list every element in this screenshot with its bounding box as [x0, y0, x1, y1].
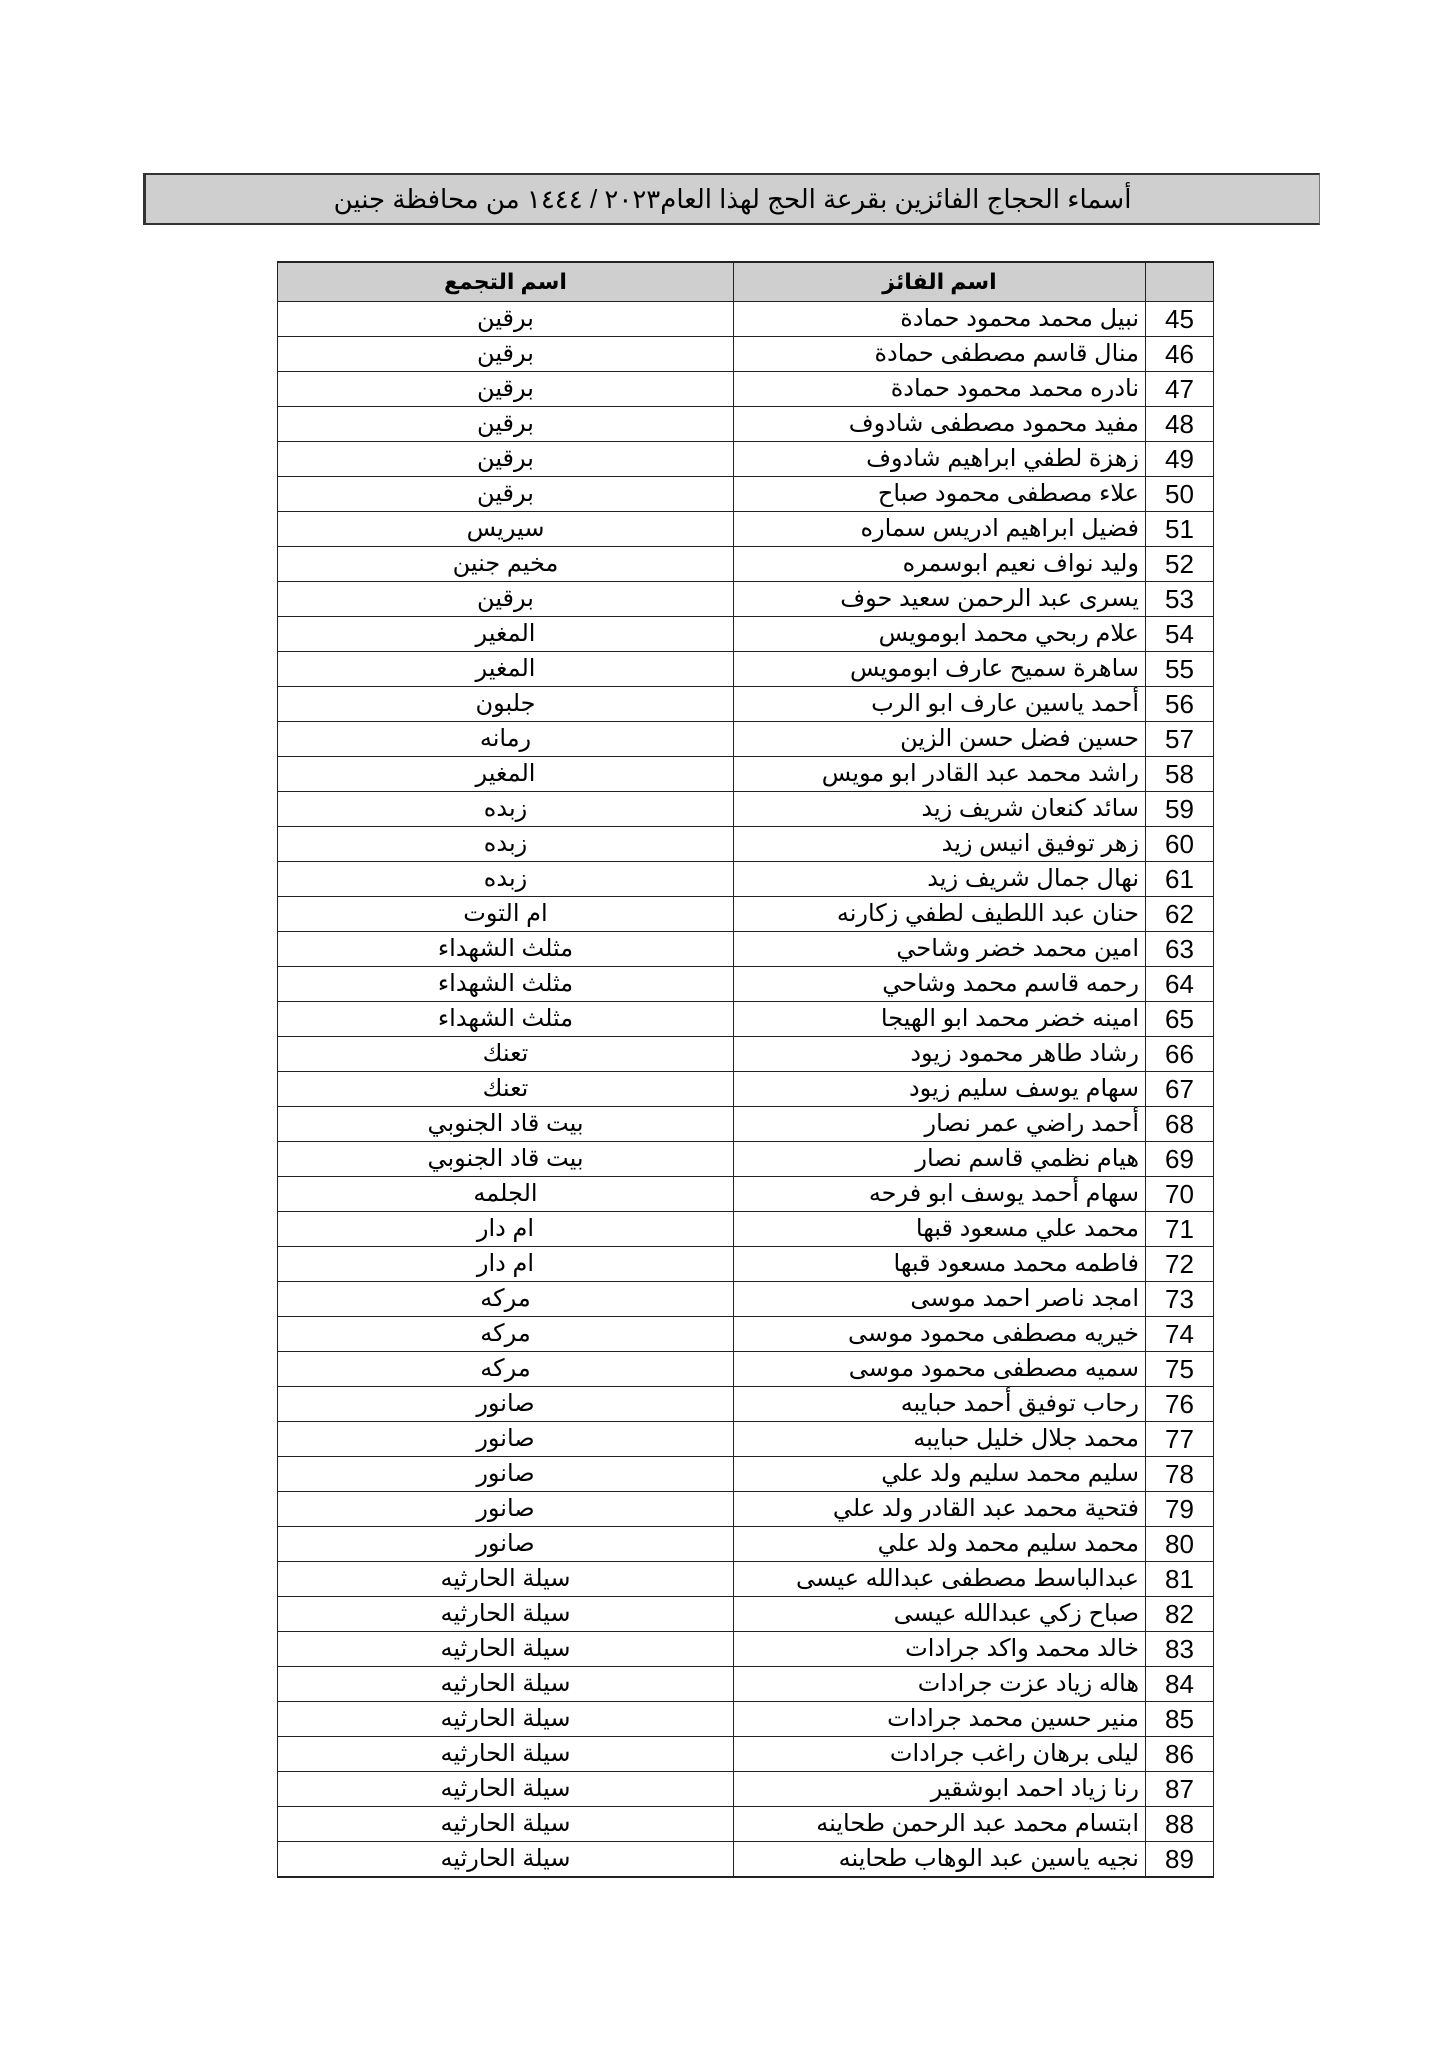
- group-name: برقين: [278, 582, 734, 617]
- table-row: [278, 1317, 1214, 1352]
- winner-name: رحاب توفيق أحمد حبايبه: [734, 1387, 1146, 1422]
- winner-name: ابتسام محمد عبد الرحمن طحاينه: [734, 1807, 1146, 1842]
- table-row: [278, 897, 1214, 932]
- row-number: 67: [1146, 1072, 1214, 1107]
- row-number: 77: [1146, 1422, 1214, 1457]
- row-number: 58: [1146, 757, 1214, 792]
- winner-name: خالد محمد واكد جرادات: [734, 1632, 1146, 1667]
- table-row: [278, 1352, 1214, 1387]
- row-number: 71: [1146, 1212, 1214, 1247]
- winner-name: رشاد طاهر محمود زيود: [734, 1037, 1146, 1072]
- table-row: [278, 582, 1214, 617]
- row-number: 62: [1146, 897, 1214, 932]
- winner-name: نبيل محمد محمود حمادة: [734, 302, 1146, 337]
- winner-name: سهام يوسف سليم زيود: [734, 1072, 1146, 1107]
- row-number: 87: [1146, 1772, 1214, 1807]
- row-number: 88: [1146, 1807, 1214, 1842]
- table-row: [278, 1142, 1214, 1177]
- table-row: [278, 1037, 1214, 1072]
- winner-name: محمد علي مسعود قبها: [734, 1212, 1146, 1247]
- table-row: [278, 1632, 1214, 1667]
- group-name: برقين: [278, 477, 734, 512]
- group-name: مثلث الشهداء: [278, 1002, 734, 1037]
- table-row: [278, 477, 1214, 512]
- row-number: 63: [1146, 932, 1214, 967]
- table-row: [278, 932, 1214, 967]
- winner-name: امين محمد خضر وشاحي: [734, 932, 1146, 967]
- row-number: 89: [1146, 1842, 1214, 1878]
- group-name: برقين: [278, 337, 734, 372]
- group-name: برقين: [278, 302, 734, 337]
- winner-name: علام ربحي محمد ابومويس: [734, 617, 1146, 652]
- group-name: مركه: [278, 1317, 734, 1352]
- group-name: ام التوت: [278, 897, 734, 932]
- row-number: 66: [1146, 1037, 1214, 1072]
- table-row: [278, 1002, 1214, 1037]
- table-row: [278, 862, 1214, 897]
- row-number: 48: [1146, 407, 1214, 442]
- group-name: جلبون: [278, 687, 734, 722]
- table-row: [278, 407, 1214, 442]
- row-number: 70: [1146, 1177, 1214, 1212]
- group-name: رمانه: [278, 722, 734, 757]
- group-name: زبده: [278, 862, 734, 897]
- group-name: زبده: [278, 827, 734, 862]
- winner-name: امجد ناصر احمد موسى: [734, 1282, 1146, 1317]
- table-header-row: [278, 262, 1214, 302]
- table-row: [278, 442, 1214, 477]
- row-number: 47: [1146, 372, 1214, 407]
- table-row: [278, 1177, 1214, 1212]
- group-name: صانور: [278, 1387, 734, 1422]
- group-name: سيلة الحارثيه: [278, 1632, 734, 1667]
- group-name: تعنك: [278, 1072, 734, 1107]
- table-row: [278, 1107, 1214, 1142]
- group-name: مركه: [278, 1352, 734, 1387]
- row-number: 76: [1146, 1387, 1214, 1422]
- group-name: مثلث الشهداء: [278, 967, 734, 1002]
- group-name: بيت قاد الجنوبي: [278, 1107, 734, 1142]
- group-name: ام دار: [278, 1247, 734, 1282]
- table-row: [278, 302, 1214, 337]
- row-number: 74: [1146, 1317, 1214, 1352]
- winner-name: أحمد ياسين عارف ابو الرب: [734, 687, 1146, 722]
- table-row: [278, 1457, 1214, 1492]
- row-number: 52: [1146, 547, 1214, 582]
- winner-name: نجيه ياسين عبد الوهاب طحاينه: [734, 1842, 1146, 1878]
- table-row: [278, 1387, 1214, 1422]
- row-number: 50: [1146, 477, 1214, 512]
- winner-name: نادره محمد محمود حمادة: [734, 372, 1146, 407]
- winner-name: ليلى برهان راغب جرادات: [734, 1737, 1146, 1772]
- row-number: 84: [1146, 1667, 1214, 1702]
- table-row: [278, 687, 1214, 722]
- row-number: 81: [1146, 1562, 1214, 1597]
- row-number: 46: [1146, 337, 1214, 372]
- header-winner-name: اسم الفائز: [734, 262, 1146, 302]
- row-number: 60: [1146, 827, 1214, 862]
- row-number: 83: [1146, 1632, 1214, 1667]
- group-name: برقين: [278, 407, 734, 442]
- winner-name: راشد محمد عبد القادر ابو مويس: [734, 757, 1146, 792]
- row-number: 64: [1146, 967, 1214, 1002]
- winner-name: هيام نظمي قاسم نصار: [734, 1142, 1146, 1177]
- winner-name: علاء مصطفى محمود صباح: [734, 477, 1146, 512]
- table-row: [278, 1562, 1214, 1597]
- winner-name: محمد جلال خليل حبايبه: [734, 1422, 1146, 1457]
- group-name: المغير: [278, 652, 734, 687]
- winner-name: محمد سليم محمد ولد علي: [734, 1527, 1146, 1562]
- winner-name: نهال جمال شريف زيد: [734, 862, 1146, 897]
- winner-name: منال قاسم مصطفى حمادة: [734, 337, 1146, 372]
- group-name: سيلة الحارثيه: [278, 1702, 734, 1737]
- table-row: [278, 1247, 1214, 1282]
- winner-name: فتحية محمد عبد القادر ولد علي: [734, 1492, 1146, 1527]
- table-row: [278, 1667, 1214, 1702]
- group-name: سيلة الحارثيه: [278, 1562, 734, 1597]
- winner-name: مفيد محمود مصطفى شادوف: [734, 407, 1146, 442]
- winner-name: رحمه قاسم محمد وشاحي: [734, 967, 1146, 1002]
- table-row: [278, 1527, 1214, 1562]
- group-name: المغير: [278, 757, 734, 792]
- group-name: سيلة الحارثيه: [278, 1842, 734, 1878]
- row-number: 54: [1146, 617, 1214, 652]
- row-number: 78: [1146, 1457, 1214, 1492]
- winner-name: أحمد راضي عمر نصار: [734, 1107, 1146, 1142]
- winner-name: زهر توفيق انيس زيد: [734, 827, 1146, 862]
- row-number: 79: [1146, 1492, 1214, 1527]
- row-number: 49: [1146, 442, 1214, 477]
- table-row: [278, 1772, 1214, 1807]
- table-row: [278, 1422, 1214, 1457]
- row-number: 59: [1146, 792, 1214, 827]
- group-name: سيلة الحارثيه: [278, 1667, 734, 1702]
- winner-name: ساهرة سميح عارف ابومويس: [734, 652, 1146, 687]
- winner-name: امينه خضر محمد ابو الهيجا: [734, 1002, 1146, 1037]
- winner-name: فاطمه محمد مسعود قبها: [734, 1247, 1146, 1282]
- row-number: 72: [1146, 1247, 1214, 1282]
- row-number: 86: [1146, 1737, 1214, 1772]
- row-number: 45: [1146, 302, 1214, 337]
- row-number: 53: [1146, 582, 1214, 617]
- group-name: تعنك: [278, 1037, 734, 1072]
- group-name: سيلة الحارثيه: [278, 1807, 734, 1842]
- winner-name: صباح زكي عبدالله عيسى: [734, 1597, 1146, 1632]
- table-row: [278, 337, 1214, 372]
- row-number: 68: [1146, 1107, 1214, 1142]
- group-name: الجلمه: [278, 1177, 734, 1212]
- table-row: [278, 1737, 1214, 1772]
- winner-name: هاله زياد عزت جرادات: [734, 1667, 1146, 1702]
- group-name: زبده: [278, 792, 734, 827]
- winner-name: عبدالباسط مصطفى عبدالله عيسى: [734, 1562, 1146, 1597]
- table-row: [278, 792, 1214, 827]
- winner-name: فضيل ابراهيم ادريس سماره: [734, 512, 1146, 547]
- group-name: مثلث الشهداء: [278, 932, 734, 967]
- table-row: [278, 372, 1214, 407]
- winner-name: منير حسين محمد جرادات: [734, 1702, 1146, 1737]
- table-row: [278, 722, 1214, 757]
- table-row: [278, 1072, 1214, 1107]
- winner-name: رنا زياد احمد ابوشقير: [734, 1772, 1146, 1807]
- table-row: [278, 1282, 1214, 1317]
- table-row: [278, 1492, 1214, 1527]
- table-row: [278, 1807, 1214, 1842]
- table-row: [278, 757, 1214, 792]
- group-name: برقين: [278, 442, 734, 477]
- row-number: 65: [1146, 1002, 1214, 1037]
- document-title: أسماء الحجاج الفائزين بقرعة الحج لهذا العام٢٠٢٣ / ١٤٤٤ من محافظة جنين: [143, 173, 1320, 225]
- group-name: صانور: [278, 1457, 734, 1492]
- group-name: مخيم جنين: [278, 547, 734, 582]
- winner-name: سائد كنعان شريف زيد: [734, 792, 1146, 827]
- table-row: [278, 967, 1214, 1002]
- group-name: سيلة الحارثيه: [278, 1597, 734, 1632]
- table-row: [278, 827, 1214, 862]
- winners-table: [277, 261, 1214, 1878]
- group-name: صانور: [278, 1422, 734, 1457]
- group-name: مركه: [278, 1282, 734, 1317]
- winner-name: حنان عبد اللطيف لطفي زكارنه: [734, 897, 1146, 932]
- winner-name: زهزة لطفي ابراهيم شادوف: [734, 442, 1146, 477]
- group-name: المغير: [278, 617, 734, 652]
- row-number: 57: [1146, 722, 1214, 757]
- row-number: 75: [1146, 1352, 1214, 1387]
- row-number: 73: [1146, 1282, 1214, 1317]
- row-number: 51: [1146, 512, 1214, 547]
- winner-name: وليد نواف نعيم ابوسمره: [734, 547, 1146, 582]
- row-number: 82: [1146, 1597, 1214, 1632]
- row-number: 56: [1146, 687, 1214, 722]
- group-name: سيريس: [278, 512, 734, 547]
- winner-name: سليم محمد سليم ولد علي: [734, 1457, 1146, 1492]
- table-row: [278, 1212, 1214, 1247]
- group-name: صانور: [278, 1527, 734, 1562]
- group-name: سيلة الحارثيه: [278, 1737, 734, 1772]
- row-number: 69: [1146, 1142, 1214, 1177]
- row-number: 55: [1146, 652, 1214, 687]
- table-row: [278, 1597, 1214, 1632]
- winner-name: سميه مصطفى محمود موسى: [734, 1352, 1146, 1387]
- header-number: [1146, 262, 1214, 302]
- winner-name: خيريه مصطفى محمود موسى: [734, 1317, 1146, 1352]
- group-name: بيت قاد الجنوبي: [278, 1142, 734, 1177]
- row-number: 80: [1146, 1527, 1214, 1562]
- table-row: [278, 547, 1214, 582]
- header-group-name: اسم التجمع: [278, 262, 734, 302]
- group-name: صانور: [278, 1492, 734, 1527]
- winner-name: يسرى عبد الرحمن سعيد حوف: [734, 582, 1146, 617]
- table-body: [278, 302, 1214, 1878]
- winner-name: حسين فضل حسن الزين: [734, 722, 1146, 757]
- table-row: [278, 617, 1214, 652]
- table-row: [278, 652, 1214, 687]
- group-name: برقين: [278, 372, 734, 407]
- winner-name: سهام أحمد يوسف ابو فرحه: [734, 1177, 1146, 1212]
- row-number: 85: [1146, 1702, 1214, 1737]
- row-number: 61: [1146, 862, 1214, 897]
- group-name: ام دار: [278, 1212, 734, 1247]
- table-row: [278, 512, 1214, 547]
- table-row: [278, 1702, 1214, 1737]
- group-name: سيلة الحارثيه: [278, 1772, 734, 1807]
- table-row: [278, 1842, 1214, 1878]
